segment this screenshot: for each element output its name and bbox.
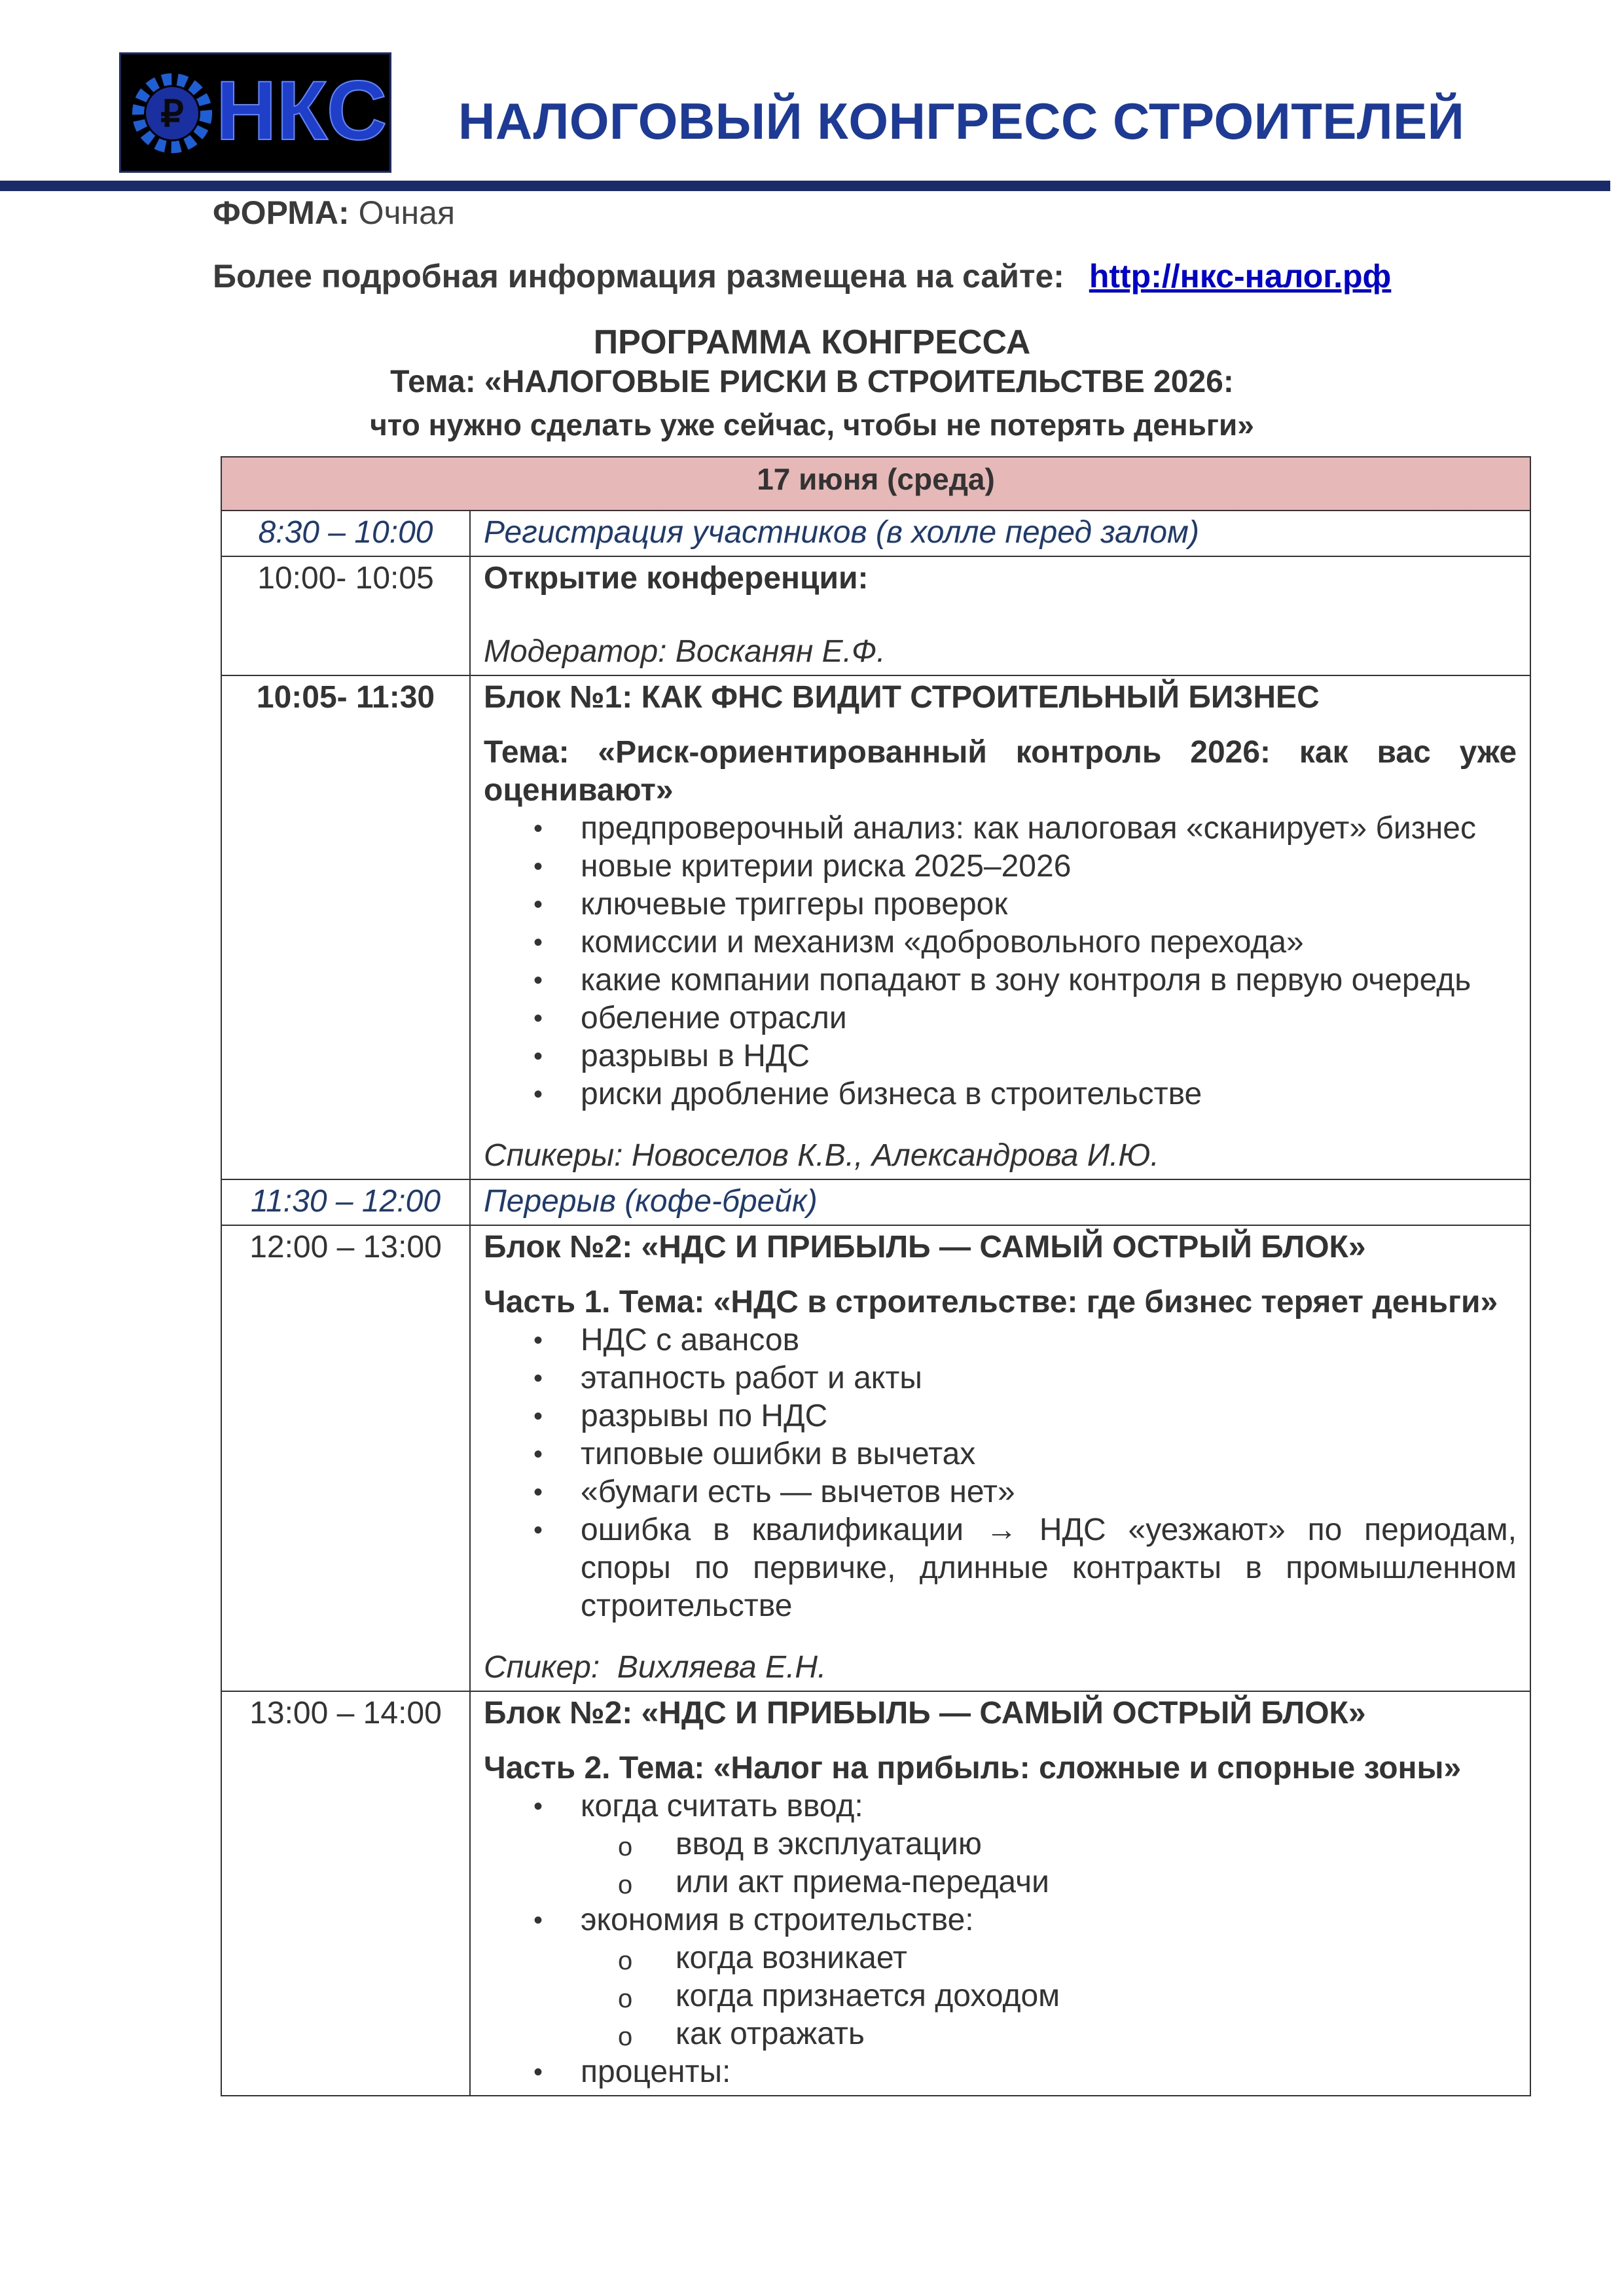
list-item: • проценты:	[581, 2053, 1517, 2091]
site-link[interactable]: http://нкс-налог.рф	[1089, 258, 1392, 295]
sub-list-item: o когда признается доходом	[676, 1977, 1517, 2015]
form-line	[213, 194, 455, 232]
table-row	[221, 556, 1530, 675]
block1-cell	[470, 675, 1530, 1179]
block2-part1-cell	[470, 1225, 1530, 1691]
program-heading: ПРОГРАММА КОНГРЕССА	[593, 323, 1031, 361]
nks-logo-graphic	[121, 54, 389, 171]
speakers: Спикеры: Новоселов К.В., Александрова И.Ю.	[484, 1138, 1159, 1173]
list-item-label: когда считать ввод:	[581, 1789, 863, 1823]
time-cell: 11:30 – 12:00	[221, 1179, 470, 1225]
date-cell: 17 июня (среда)	[221, 457, 1530, 511]
list-item: • этапность работ и акты	[581, 1359, 1517, 1397]
session-theme: Тема: «Риск-ориентированный контроль 2026: как вас уже оценивают»	[484, 735, 1517, 808]
list-item: • типовые ошибки в вычетах	[581, 1435, 1517, 1473]
sub-list-item: o или акт приема-передачи	[676, 1863, 1517, 1901]
list-item-label: экономия в строительстве:	[581, 1903, 974, 1937]
time-cell: 10:00- 10:05	[221, 556, 470, 675]
list-item: • обеление отрасли	[581, 999, 1517, 1037]
session-title: Блок №2: «НДС И ПРИБЫЛЬ — САМЫЙ ОСТРЫЙ БЛОК»	[484, 1696, 1366, 1731]
time-cell: 12:00 – 13:00	[221, 1225, 470, 1691]
table-row	[221, 675, 1530, 1179]
moderator: Модератор: Восканян Е.Ф.	[484, 634, 886, 669]
opening-cell	[470, 556, 1530, 675]
registration-cell: Регистрация участников (в холле перед залом)	[470, 511, 1530, 556]
list-item: • разрывы по НДС	[581, 1397, 1517, 1435]
list-item: • «бумаги есть — вычетов нет»	[581, 1473, 1517, 1511]
list-item: • новые критерии риска 2025–2026	[581, 848, 1517, 886]
sub-list-item: o как отражать	[676, 2015, 1517, 2053]
bullet-list	[484, 1787, 1517, 2091]
site-label: Более подробная информация размещена на сайте:	[213, 258, 1064, 295]
congress-title: НАЛОГОВЫЙ КОНГРЕСС СТРОИТЕЛЕЙ	[458, 92, 1465, 150]
list-item: • НДС с авансов	[581, 1321, 1517, 1359]
list-item: • предпроверочный анализ: как налоговая «сканирует» бизнес	[581, 810, 1517, 848]
table-row	[221, 1225, 1530, 1691]
table-row	[221, 1179, 1530, 1225]
list-item: • разрывы в НДС	[581, 1037, 1517, 1075]
block2-part2-cell	[470, 1691, 1530, 2096]
list-item	[581, 1787, 1517, 1901]
gear-ruble-icon	[138, 79, 206, 147]
form-label: ФОРМА:	[213, 194, 350, 231]
session-title: Открытие конференции:	[484, 561, 869, 596]
speakers: Спикер: Вихляева Е.Н.	[484, 1650, 827, 1685]
list-item: • комиссии и механизм «добровольного перехода»	[581, 924, 1517, 961]
session-theme: Часть 1. Тема: «НДС в строительстве: где бизнес теряет деньги»	[484, 1285, 1498, 1319]
sub-list-item: o ввод в эксплуатацию	[676, 1825, 1517, 1863]
form-value: Очная	[358, 194, 456, 231]
schedule-table	[221, 456, 1531, 2096]
nks-logo	[119, 52, 391, 173]
list-item: • ошибка в квалификации → НДС «уезжают» по периодам, споры по первичке, длинные контракты в промышленном строительстве	[581, 1511, 1517, 1625]
session-theme: Часть 2. Тема: «Налог на прибыль: сложные и спорные зоны»	[484, 1751, 1462, 1785]
list-item: • какие компании попадают в зону контроля в первую очередь	[581, 961, 1517, 999]
break-cell: Перерыв (кофе-брейк)	[470, 1179, 1530, 1225]
program-theme: Тема: «НАЛОГОВЫЕ РИСКИ В СТРОИТЕЛЬСТВЕ 2026:	[390, 365, 1234, 399]
site-line	[213, 257, 1391, 295]
header-rule	[0, 181, 1610, 191]
bullet-list	[484, 810, 1517, 1113]
table-row	[221, 1691, 1530, 2096]
time-cell: 13:00 – 14:00	[221, 1691, 470, 2096]
session-title: Блок №1: КАК ФНС ВИДИТ СТРОИТЕЛЬНЫЙ БИЗНЕС	[484, 680, 1320, 715]
list-item: • риски дробление бизнеса в строительстве	[581, 1075, 1517, 1113]
spacer	[484, 598, 1517, 633]
svg-text:₽: ₽	[160, 93, 184, 134]
sub-list-item: o когда возникает	[676, 1939, 1517, 1977]
session-title: Блок №2: «НДС И ПРИБЫЛЬ — САМЫЙ ОСТРЫЙ БЛОК»	[484, 1230, 1366, 1265]
list-item	[581, 1901, 1517, 2053]
sub-list	[581, 1939, 1517, 2053]
time-cell: 8:30 – 10:00	[221, 511, 470, 556]
list-item: • ключевые триггеры проверок	[581, 886, 1517, 924]
date-row	[221, 457, 1530, 511]
bullet-list	[484, 1321, 1517, 1625]
table-row	[221, 511, 1530, 556]
time-cell: 10:05- 11:30	[221, 675, 470, 1179]
program-subtitle: что нужно сделать уже сейчас, чтобы не потерять деньги»	[370, 408, 1254, 442]
sub-list	[581, 1825, 1517, 1901]
logo-letters: НКС	[216, 64, 388, 158]
